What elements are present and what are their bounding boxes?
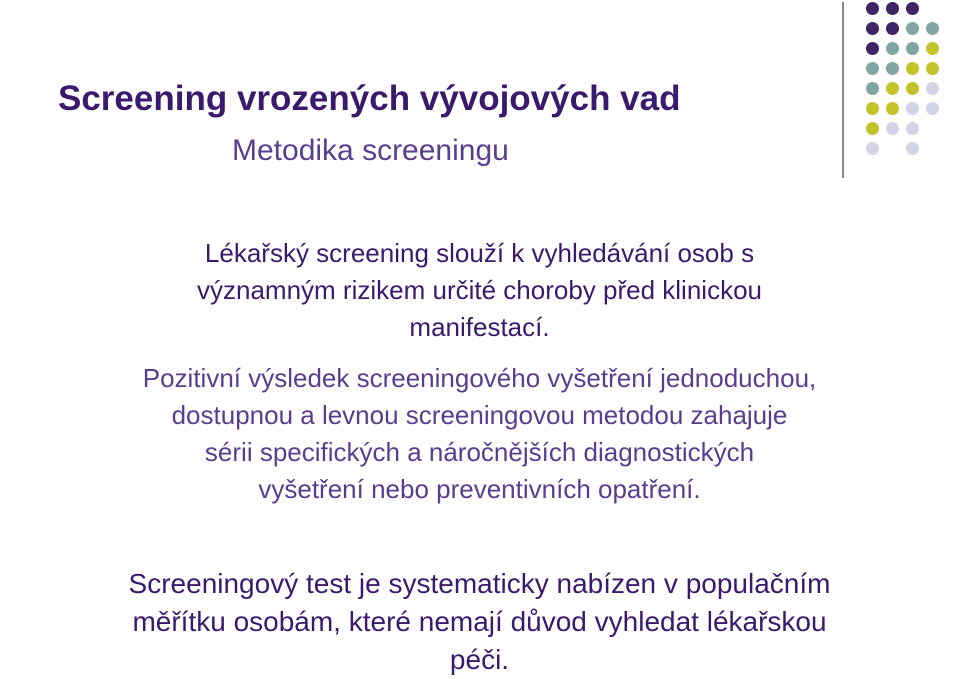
decorative-dot — [866, 2, 879, 15]
text-line: Screeningový test je systematicky nabízen v populačním — [128, 568, 831, 599]
decorative-dot — [926, 82, 939, 95]
decorative-dot — [906, 102, 919, 115]
text-line: péči. — [449, 644, 510, 675]
decorative-dot — [866, 62, 879, 75]
decorative-dot — [886, 62, 899, 75]
decorative-dot — [906, 122, 919, 135]
decorative-dot — [926, 42, 939, 55]
slide-title: Screening vrozených vývojových vad — [58, 79, 681, 118]
decorative-dot — [866, 42, 879, 55]
text-line: vyšetření nebo preventivních opatření. — [258, 474, 701, 504]
paragraph-positive-result — [0, 360, 959, 508]
decorative-dot — [906, 2, 919, 15]
text-line: manifestací. — [409, 312, 550, 342]
text-line: měřítku osobám, které nemají důvod vyhledat lékařskou — [132, 606, 827, 637]
decorative-dot — [906, 62, 919, 75]
decorative-dot — [866, 22, 879, 35]
decorative-dot — [906, 42, 919, 55]
text-line: Pozitivní výsledek screeningového vyšetření jednoduchou, — [142, 363, 817, 393]
decorative-dot — [886, 22, 899, 35]
decorative-dot — [866, 82, 879, 95]
decorative-dot — [886, 42, 899, 55]
decorative-dot — [886, 2, 899, 15]
decorative-dot — [926, 22, 939, 35]
divider-line — [842, 2, 844, 178]
decorative-dot — [886, 122, 899, 135]
decorative-dot — [906, 22, 919, 35]
text-line: významným rizikem určité choroby před klinickou — [197, 275, 762, 305]
decorative-dot — [886, 82, 899, 95]
decorative-dot — [926, 62, 939, 75]
decorative-dot — [866, 142, 879, 155]
decorative-dot — [866, 122, 879, 135]
paragraph-screening-test — [0, 565, 959, 679]
decorative-dot-grid — [866, 2, 946, 152]
decorative-dot — [906, 82, 919, 95]
paragraph-screening-definition — [0, 235, 959, 346]
text-line: sérii specifických a náročnějších diagnostických — [204, 437, 755, 467]
text-line: Lékařský screening slouží k vyhledávání osob s — [204, 238, 755, 268]
text-line: dostupnou a levnou screeningovou metodou zahajuje — [171, 400, 788, 430]
decorative-dot — [866, 102, 879, 115]
decorative-dot — [926, 102, 939, 115]
slide-subtitle: Metodika screeningu — [232, 134, 509, 167]
decorative-dot — [906, 142, 919, 155]
decorative-dot — [886, 102, 899, 115]
